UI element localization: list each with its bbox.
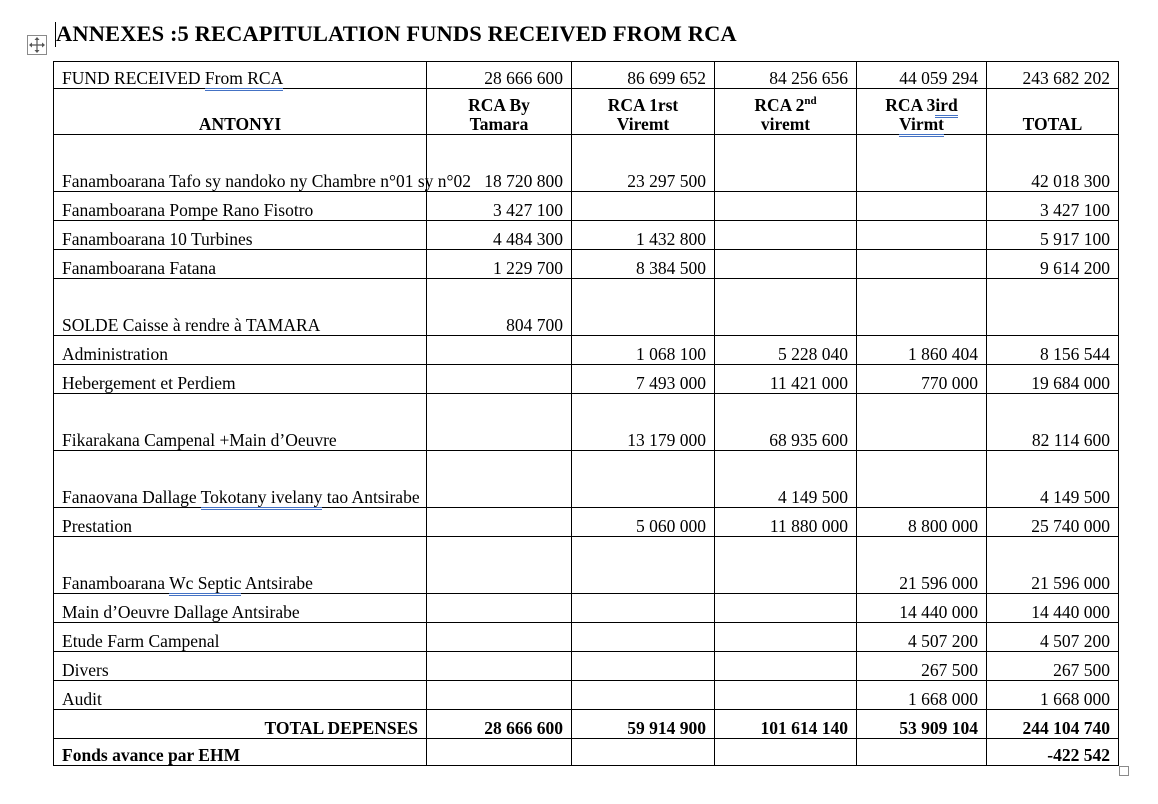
fund-cell: 86 699 652 [572,62,715,89]
row-label: Fanaovana Dallage Tokotany ivelany tao Antsirabe [54,451,427,508]
table-cell: 82 114 600 [987,394,1119,451]
header-rca-tamara: RCA By Tamara [427,89,572,135]
table-cell: 13 179 000 [572,394,715,451]
row-label: Fanamboarana Pompe Rano Fisotro [54,192,427,221]
table-cell [427,394,572,451]
table-cell [857,279,987,336]
table-cell: 4 149 500 [715,451,857,508]
header-rca-1st: RCA 1rst Viremt [572,89,715,135]
table-row [54,394,1119,451]
table-cell [572,623,715,652]
table-cell: 4 507 200 [987,623,1119,652]
table-cell [857,739,987,766]
table-cell [715,652,857,681]
table-cell: 4 149 500 [987,451,1119,508]
total-cell: 59 914 900 [572,710,715,739]
table-move-handle[interactable] [27,35,47,55]
table-cell [572,652,715,681]
table-cell [572,594,715,623]
row-label: Administration [54,336,427,365]
table-cell [857,451,987,508]
table-row [54,192,1119,221]
total-cell: 101 614 140 [715,710,857,739]
table-row [54,537,1119,594]
table-cell [427,652,572,681]
table-cell: 25 740 000 [987,508,1119,537]
funds-table [53,61,1119,766]
table-cell [715,250,857,279]
table-cell: 267 500 [857,652,987,681]
table-cell: 804 700 [427,279,572,336]
fund-cell: 84 256 656 [715,62,857,89]
row-label: Fanamboarana Tafo sy nandoko ny Chambre n°01 sy n°02 [54,135,427,192]
table-cell: 68 935 600 [715,394,857,451]
table-cell [715,681,857,710]
table-cell: 5 917 100 [987,221,1119,250]
table-cell: 5 228 040 [715,336,857,365]
row-label: Hebergement et Perdiem [54,365,427,394]
table-cell [572,279,715,336]
row-label: Audit [54,681,427,710]
table-cell: 42 018 300 [987,135,1119,192]
table-cell: 14 440 000 [987,594,1119,623]
advance-label: Fonds avance par EHM [54,739,427,766]
header-row [54,89,1119,135]
table-cell: 11 880 000 [715,508,857,537]
table-cell [572,681,715,710]
table-cell [715,135,857,192]
move-arrows-icon [28,36,46,54]
table-cell [427,365,572,394]
row-label: Fikarakana Campenal +Main d’Oeuvre [54,394,427,451]
row-label: Etude Farm Campenal [54,623,427,652]
table-cell: 18 720 800 [427,135,572,192]
table-row [54,652,1119,681]
table-cell: 8 800 000 [857,508,987,537]
table-cell [427,451,572,508]
table-cell: 14 440 000 [857,594,987,623]
table-cell [715,221,857,250]
table-cell [715,537,857,594]
row-label: SOLDE Caisse à rendre à TAMARA [54,279,427,336]
totals-row [54,710,1119,739]
table-cell: 4 507 200 [857,623,987,652]
table-cell: 1 668 000 [987,681,1119,710]
table-cell: 3 427 100 [427,192,572,221]
row-label: Fanamboarana Wc Septic Antsirabe [54,537,427,594]
table-cell: 4 484 300 [427,221,572,250]
table-cell [572,739,715,766]
advance-value: -422 542 [987,739,1119,766]
total-cell: 244 104 740 [987,710,1119,739]
fund-received-row [54,62,1119,89]
table-row [54,508,1119,537]
table-row [54,451,1119,508]
row-label: Main d’Oeuvre Dallage Antsirabe [54,594,427,623]
row-label: Divers [54,652,427,681]
row-label: Fanamboarana Fatana [54,250,427,279]
row-label: Fanamboarana 10 Turbines [54,221,427,250]
table-row [54,221,1119,250]
table-cell [715,279,857,336]
total-cell: 53 909 104 [857,710,987,739]
table-cell [715,594,857,623]
table-cell [857,394,987,451]
table-row [54,135,1119,192]
table-cell [427,508,572,537]
fund-cell: 243 682 202 [987,62,1119,89]
table-cell: 1 432 800 [572,221,715,250]
table-cell [427,594,572,623]
table-row [54,336,1119,365]
row-label: Prestation [54,508,427,537]
table-row [54,279,1119,336]
table-cell [427,739,572,766]
table-cell [857,250,987,279]
table-cell [715,623,857,652]
table-cell [572,451,715,508]
table-cell: 19 684 000 [987,365,1119,394]
fund-cell: 44 059 294 [857,62,987,89]
table-cell [427,681,572,710]
table-row [54,365,1119,394]
table-cell: 1 229 700 [427,250,572,279]
fund-received-label: FUND RECEIVED From RCA [54,62,427,89]
advance-row [54,739,1119,766]
table-cell: 1 668 000 [857,681,987,710]
table-cell: 1 068 100 [572,336,715,365]
header-total: TOTAL [987,89,1119,135]
fund-received-source: From RCA [205,68,283,91]
total-cell: 28 666 600 [427,710,572,739]
table-cell [857,135,987,192]
table-cell: 21 596 000 [857,537,987,594]
table-row [54,681,1119,710]
table-cell: 5 060 000 [572,508,715,537]
table-cell: 1 860 404 [857,336,987,365]
table-cell [572,192,715,221]
table-cell [427,537,572,594]
table-cell: 9 614 200 [987,250,1119,279]
table-cell [427,336,572,365]
table-cell [715,192,857,221]
table-cell [987,279,1119,336]
table-cell [427,623,572,652]
total-depenses-label: TOTAL DEPENSES [54,710,427,739]
table-cell [715,739,857,766]
table-cell: 23 297 500 [572,135,715,192]
table-cell: 267 500 [987,652,1119,681]
table-row [54,623,1119,652]
table-cell [857,192,987,221]
table-cell: 11 421 000 [715,365,857,394]
table-row [54,250,1119,279]
table-cell: 8 384 500 [572,250,715,279]
header-antonyi: ANTONYI [54,89,427,135]
table-cell [857,221,987,250]
table-cell: 7 493 000 [572,365,715,394]
table-cell: 21 596 000 [987,537,1119,594]
table-cell: 8 156 544 [987,336,1119,365]
table-row [54,594,1119,623]
table-resize-handle[interactable] [1119,766,1129,776]
table-cell [572,537,715,594]
table-cell: 3 427 100 [987,192,1119,221]
header-rca-3rd: RCA 3ird Virmt [857,89,987,135]
table-cell: 770 000 [857,365,987,394]
fund-cell: 28 666 600 [427,62,572,89]
page-title: ANNEXES :5 RECAPITULATION FUNDS RECEIVED FROM RCA [56,21,737,46]
header-rca-2nd: RCA 2nd viremt [715,89,857,135]
